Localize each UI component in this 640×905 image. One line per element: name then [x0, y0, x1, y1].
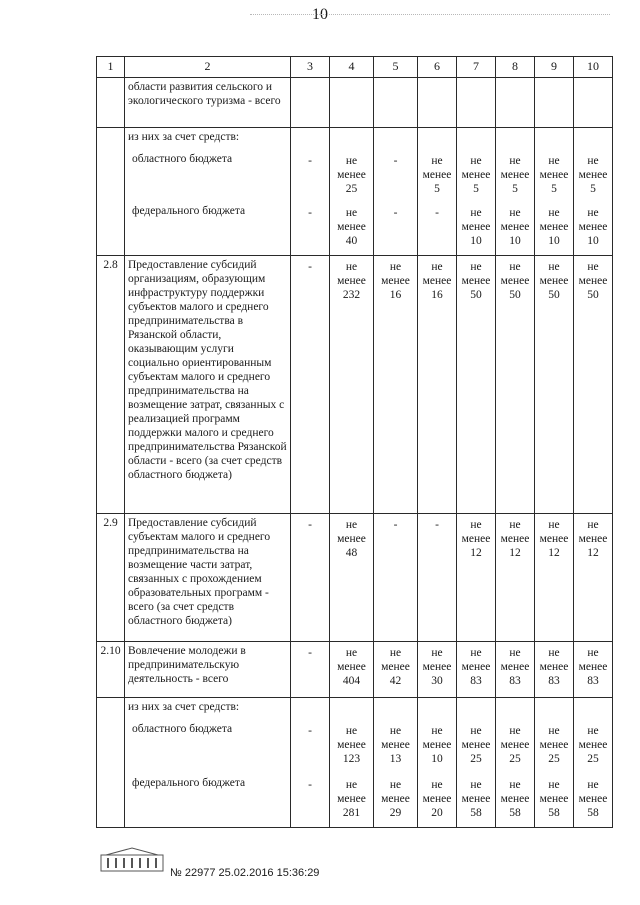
value-cell: не менее 25	[330, 150, 374, 202]
row-description: Предоставление субсидий субъектам малого и среднего предпринимательства на возмещение части затрат, связанных с прохождением образовательных программ - всего (за счет средств областного бюджета)	[125, 514, 291, 642]
value-cell: не менее 232	[330, 256, 374, 514]
sources-label: из них за счет средств:	[125, 698, 291, 720]
value-cell: не менее 16	[374, 256, 418, 514]
value-cell: не менее 12	[574, 514, 613, 642]
row-number: 2.10	[97, 642, 125, 698]
value-cell: не менее 83	[535, 642, 574, 698]
value-cell: не менее 40	[330, 202, 374, 256]
value-cell: не менее 50	[457, 256, 496, 514]
value-cell: не менее 83	[574, 642, 613, 698]
table-row	[97, 78, 613, 128]
sources-label: из них за счет средств:	[125, 128, 291, 150]
table-row	[97, 698, 613, 720]
value-cell: -	[291, 150, 330, 202]
value-cell: не менее 25	[535, 720, 574, 774]
row-label: областного бюджета	[132, 722, 233, 735]
value-cell: не менее 50	[535, 256, 574, 514]
value-cell: не менее 25	[574, 720, 613, 774]
table-row	[97, 128, 613, 150]
value-cell: не менее 50	[496, 256, 535, 514]
value-cell: -	[291, 256, 330, 514]
value-cell: не менее 5	[418, 150, 457, 202]
header-cell: 6	[418, 57, 457, 78]
data-table	[96, 56, 613, 828]
table-row	[97, 150, 613, 202]
value-cell: не менее 12	[496, 514, 535, 642]
row-label: федерального бюджета	[132, 204, 246, 217]
scan-artifact-line	[250, 14, 610, 17]
value-cell: не менее 29	[374, 774, 418, 828]
header-cell: 2	[125, 57, 291, 78]
row-description: Вовлечение молодежи в предпринимательскую деятельность - всего	[125, 642, 291, 698]
page-number: 10	[312, 6, 328, 23]
value-cell: не менее 20	[418, 774, 457, 828]
value-cell: не менее 123	[330, 720, 374, 774]
table-row	[97, 642, 613, 698]
value-cell: не менее 5	[574, 150, 613, 202]
value-cell: не менее 30	[418, 642, 457, 698]
document-id-timestamp: № 22977 25.02.2016 15:36:29	[170, 867, 320, 879]
table-row	[97, 256, 613, 514]
value-cell: не менее 10	[535, 202, 574, 256]
value-cell: не менее 50	[574, 256, 613, 514]
value-cell: не менее 42	[374, 642, 418, 698]
header-cell: 5	[374, 57, 418, 78]
row-number: 2.9	[97, 514, 125, 642]
value-cell: не менее 12	[535, 514, 574, 642]
value-cell: -	[291, 514, 330, 642]
header-cell: 3	[291, 57, 330, 78]
value-cell: не менее 83	[496, 642, 535, 698]
table-row	[97, 720, 613, 774]
value-cell: -	[374, 202, 418, 256]
document-footer	[100, 838, 420, 888]
value-cell: -	[291, 202, 330, 256]
value-cell: не менее 10	[574, 202, 613, 256]
value-cell: не менее 48	[330, 514, 374, 642]
value-cell: не менее 13	[374, 720, 418, 774]
header-cell: 1	[97, 57, 125, 78]
value-cell: -	[291, 720, 330, 774]
value-cell: -	[291, 642, 330, 698]
header-cell: 4	[330, 57, 374, 78]
value-cell: не менее 16	[418, 256, 457, 514]
value-cell: -	[291, 774, 330, 828]
value-cell: -	[374, 514, 418, 642]
table-row	[97, 514, 613, 642]
value-cell: -	[418, 202, 457, 256]
row-label: областного бюджета	[132, 152, 233, 165]
value-cell: не менее 5	[535, 150, 574, 202]
value-cell: не менее 10	[457, 202, 496, 256]
row-label: федерального бюджета	[132, 776, 246, 789]
header-cell: 8	[496, 57, 535, 78]
row-description: Предоставление субсидий организациям, образующим инфраструктуру поддержки субъектов малого и среднего предпринимательства в Рязанской области, оказывающим услуги социально ориентированным субъектам малого и среднего предпринимательства на возмещение затрат, связанных с реализацией программ поддержки малого и среднего предпринимательства Рязанской области - всего (за счет средств областного бюджета)	[125, 256, 291, 514]
header-cell: 9	[535, 57, 574, 78]
value-cell: не менее 58	[574, 774, 613, 828]
header-cell: 10	[574, 57, 613, 78]
value-cell: не менее 25	[457, 720, 496, 774]
building-stamp-icon	[100, 846, 164, 872]
value-cell: не менее 5	[457, 150, 496, 202]
value-cell: не менее 10	[418, 720, 457, 774]
value-cell: -	[418, 514, 457, 642]
header-cell: 7	[457, 57, 496, 78]
value-cell: не менее 58	[535, 774, 574, 828]
value-cell: не менее 58	[496, 774, 535, 828]
header-row	[97, 57, 613, 78]
value-cell: не менее 281	[330, 774, 374, 828]
value-cell: не менее 12	[457, 514, 496, 642]
row-number: 2.8	[97, 256, 125, 514]
value-cell: не менее 83	[457, 642, 496, 698]
value-cell: не менее 5	[496, 150, 535, 202]
value-cell: не менее 58	[457, 774, 496, 828]
row-description: области развития сельского и экологического туризма - всего	[125, 78, 291, 128]
value-cell: не менее 25	[496, 720, 535, 774]
value-cell: не менее 10	[496, 202, 535, 256]
value-cell: -	[374, 150, 418, 202]
value-cell: не менее 404	[330, 642, 374, 698]
table-row	[97, 774, 613, 828]
table-row	[97, 202, 613, 256]
